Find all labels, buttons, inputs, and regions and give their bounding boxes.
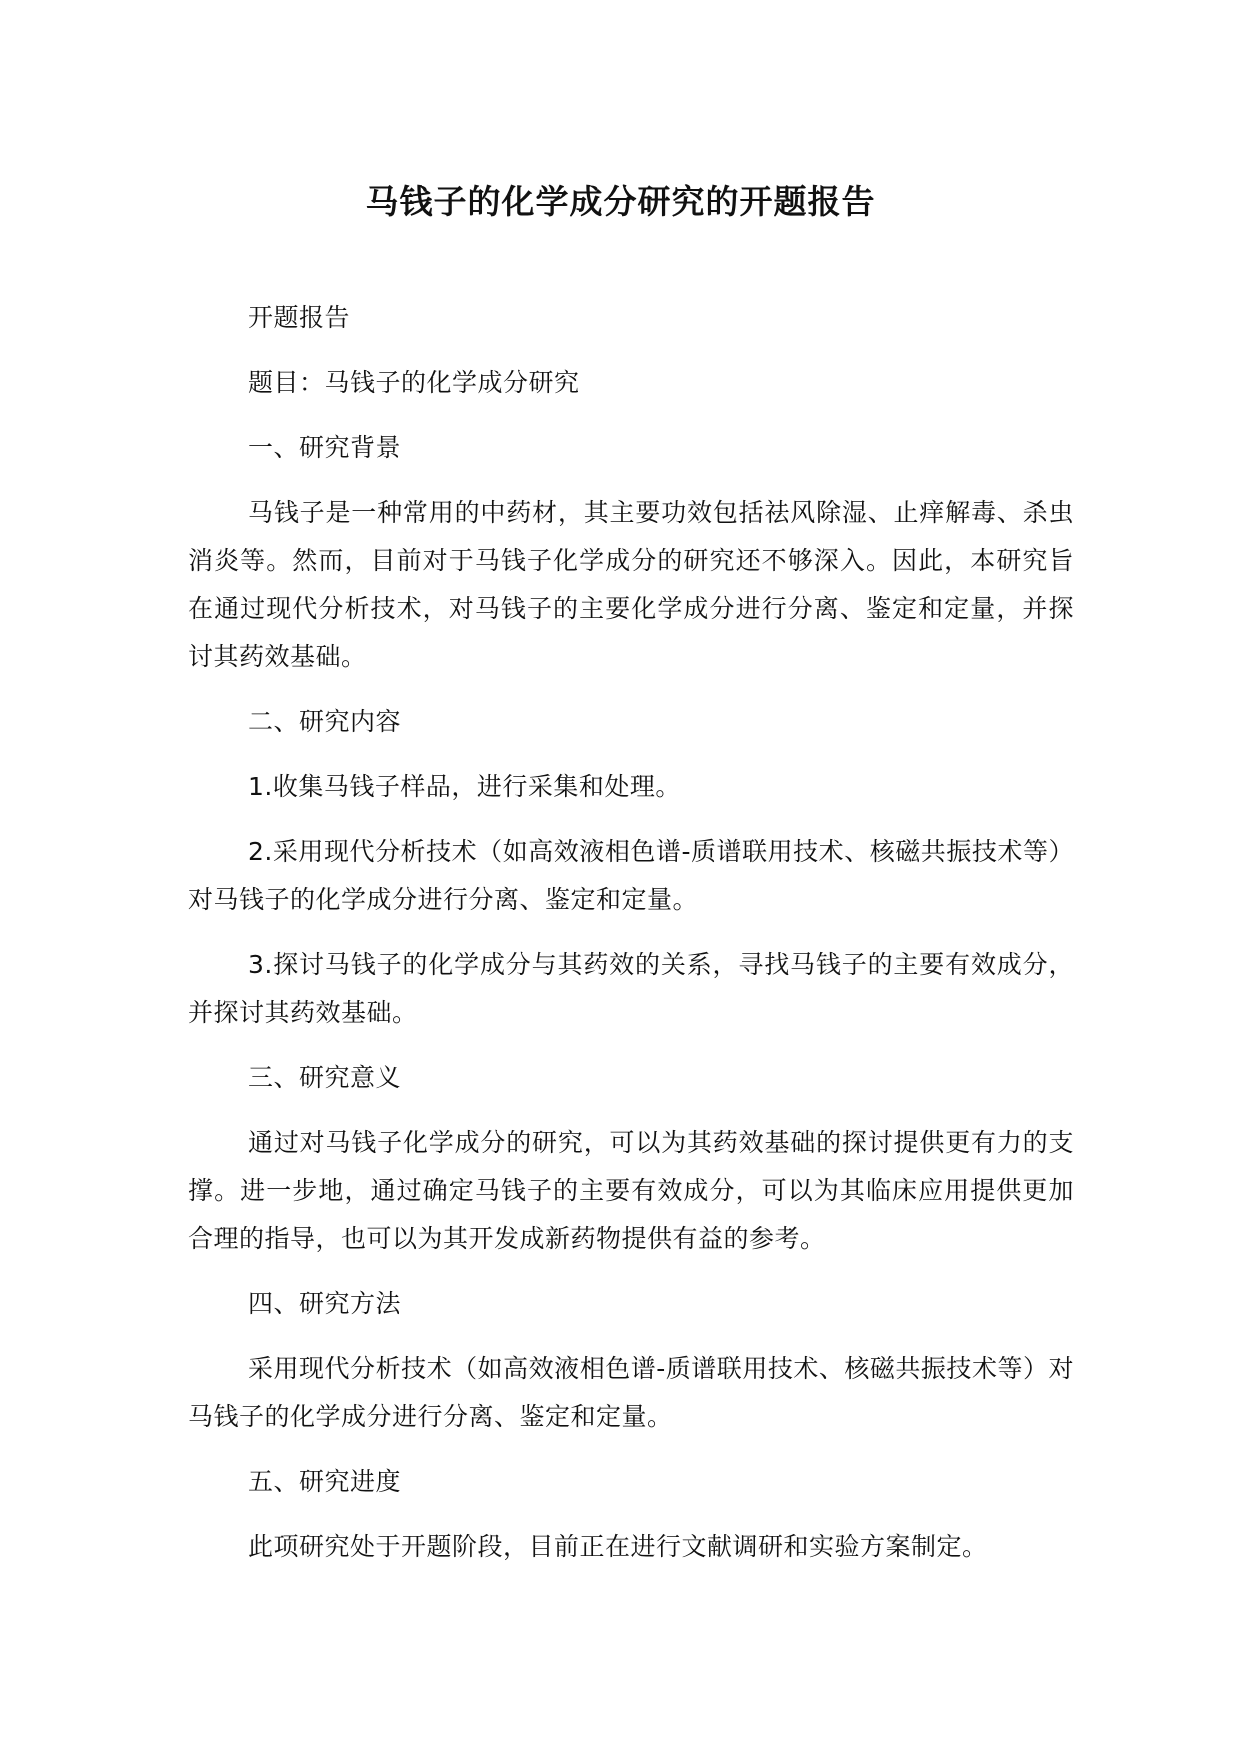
document-body (188, 294, 1074, 1588)
paragraph-content-item-2: 2.采用现代分析技术（如高效液相色谱-质谱联用技术、核磁共振技术等）对马钱子的化学成分进行分离、鉴定和定量。 (188, 837, 1074, 914)
paragraph-content-item-3: 3.探讨马钱子的化学成分与其药效的关系，寻找马钱子的主要有效成分，并探讨其药效基础。 (188, 950, 1074, 1027)
paragraph-background: 马钱子是一种常用的中药材，其主要功效包括祛风除湿、止痒解毒、杀虫消炎等。然而，目前对于马钱子化学成分的研究还不够深入。因此，本研究旨在通过现代分析技术，对马钱子的主要化学成分进行分离、鉴定和定量，并探讨其药效基础。 (188, 498, 1074, 671)
paragraph-method: 采用现代分析技术（如高效液相色谱-质谱联用技术、核磁共振技术等）对马钱子的化学成分进行分离、鉴定和定量。 (188, 1354, 1074, 1431)
heading-method: 四、研究方法 (248, 1289, 402, 1318)
paragraph-significance: 通过对马钱子化学成分的研究，可以为其药效基础的探讨提供更有力的支撑。进一步地，通过确定马钱子的主要有效成分，可以为其临床应用提供更加合理的指导，也可以为其开发成新药物提供有益的参考。 (188, 1128, 1074, 1253)
paragraph-progress: 此项研究处于开题阶段，目前正在进行文献调研和实验方案制定。 (248, 1532, 988, 1561)
heading-background: 一、研究背景 (248, 433, 402, 462)
heading-content: 二、研究内容 (248, 707, 402, 736)
paragraph-content-item-1: 1.收集马钱子样品，进行采集和处理。 (248, 772, 681, 801)
document-title: 马钱子的化学成分研究的开题报告 (365, 182, 876, 221)
heading-progress: 五、研究进度 (248, 1467, 402, 1496)
paragraph-report-label: 开题报告 (248, 303, 351, 332)
heading-significance: 三、研究意义 (248, 1063, 402, 1092)
paragraph-topic: 题目：马钱子的化学成分研究 (248, 368, 580, 397)
